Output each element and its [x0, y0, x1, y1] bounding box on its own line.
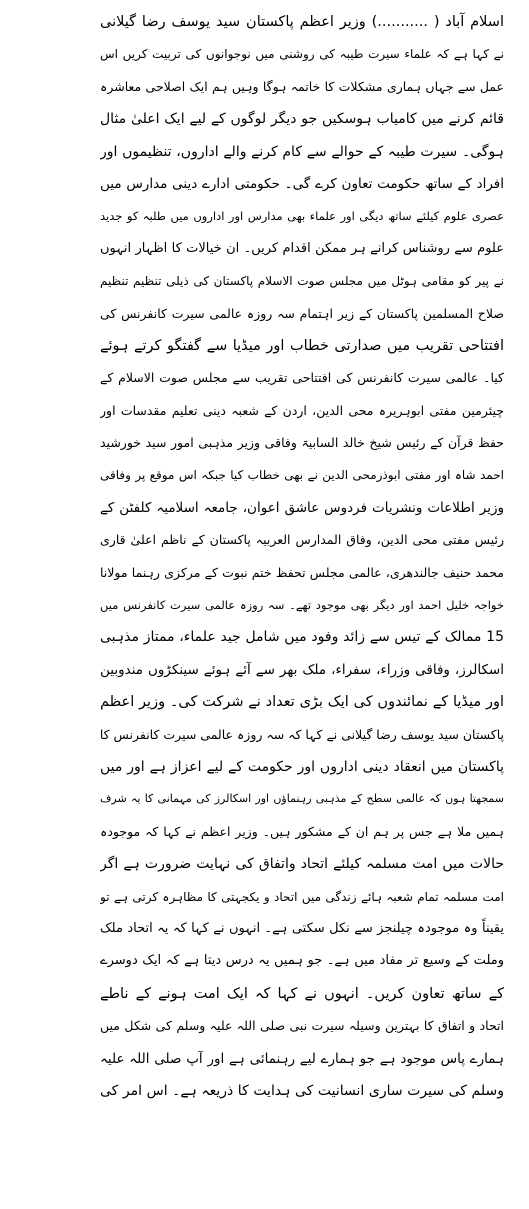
article-line: اسکالرز، وفاقی وزراء، سفراء، ملک بھر سے آئے ہوئے سینکڑوں مندوبین: [100, 661, 504, 678]
article-line: افتتاحی تقریب میں صدارتی خطاب اور میڈیا سے گفتگو کرتے ہوئے: [100, 337, 504, 354]
article-line: اور میڈیا کے نمائندوں کی ایک بڑی تعداد نے شرکت کی۔ وزیر اعظم: [100, 694, 504, 711]
article-line: اتحاد و اتفاق کا بہترین وسیلہ سیرت نبی صلی اللہ علیہ وسلم کی شکل میں: [100, 1018, 504, 1034]
article-line: عصری علوم کیلئے ساتھ دیگی اور علماء بھی مدارس اور اداروں میں طلبہ کو جدید: [100, 209, 504, 224]
article-line: ہوگی۔ سیرت طیبہ کے حوالے سے کام کرنے والے اداروں، تنظیموں اور: [100, 143, 504, 160]
article-line: پاکستان میں انعقاد دینی اداروں اور حکومت کے لیے اعزاز ہے اور میں: [100, 758, 504, 775]
article-line: علوم سے روشناس کرانے ہر ممکن اقدام کریں۔ ان خیالات کا اظہار انہوں: [100, 240, 504, 256]
article-line: نے کہا ہے کہ علماء سیرت طیبہ کی روشنی میں نوجوانوں کی تربیت کریں اس: [100, 47, 504, 62]
article-line: صلاح المسلمین پاکستان کے زیر اہتمام سہ روزہ عالمی سیرت کانفرنس کی: [100, 305, 504, 321]
article-line: وملت کے وسیع تر مفاد میں ہے۔ جو ہمیں یہ درس دیتا ہے کہ ایک دوسرے: [100, 953, 504, 969]
article-line: چیئرمین مفتی ابوہریرہ محی الدین، اردن کے شعبہ دینی تعلیم مقدسات اور: [100, 402, 504, 418]
article-line: قائم کرنے میں کامیاب ہوسکیں جو دیگر لوگوں کے لیے ایک اعلیٰ مثال: [100, 111, 504, 128]
article-line: کیا۔ عالمی سیرت کانفرنس کی افتتاحی تقریب سے مجلس صوت الاسلام کے: [100, 370, 504, 386]
article-line: حالات میں امت مسلمہ کیلئے اتحاد واتفاق کی نہایت ضرورت ہے اگر: [100, 856, 504, 873]
article-line: پاکستان سید یوسف رضا گیلانی نے کہا کہ سہ روزہ عالمی سیرت کانفرنس کا: [100, 726, 504, 742]
article-line: وزیر اطلاعات ونشریات فردوس عاشق اعوان، جامعہ اسلامیہ کلفٹن کے: [100, 499, 504, 516]
article-line: احمد شاہ اور مفتی ابوذرمحی الدین نے بھی خطاب کیا جبکہ اس موقع پر وفاقی: [100, 468, 504, 483]
article-line: رئیس مفتی محی الدین، وفاق المدارس العربیہ پاکستان کے ناظم اعلیٰ قاری: [100, 532, 504, 548]
article-line: محمد حنیف جالندھری، عالمی مجلس تحفظ ختم نبوت کے مرکزی رہنما مولانا: [100, 564, 504, 580]
article-line: یقیناً وہ موجودہ چیلنجز سے نکل سکتی ہے۔ انہوں نے کہا کہ یہ اتحاد ملک: [100, 920, 504, 936]
article-line: حفظ قرآن کے رئیس شیخ خالد السابیۃ وفاقی وزیر مذہبی امور سید خورشید: [100, 435, 504, 451]
article-line: ہمارے پاس موجود ہے جو ہمارے لیے رہنمائی ہے اور آپ صلی اللہ علیہ: [100, 1050, 504, 1067]
article-text-column: [100, 6, 504, 1107]
article-line: کے ساتھ تعاون کریں۔ انہوں نے کہا کہ ایک امت ہونے کے ناطے: [100, 985, 504, 1002]
article-line: ہمیں ملا ہے جس پر ہم ان کے مشکور ہیں۔ وزیر اعظم نے کہا کہ موجودہ: [100, 823, 504, 839]
article-line: اسلام آباد ( ...........) وزیر اعظم پاکستان سید یوسف رضا گیلانی: [100, 14, 504, 30]
article-line: خواجہ خلیل احمد اور دیگر بھی موجود تھے۔ سہ روزہ عالمی سیرت کانفرنس میں: [100, 598, 504, 613]
article-line: نے پیر کو مقامی ہوٹل میں مجلس صوت الاسلام پاکستان کی ذیلی تنظیم تنظیم: [100, 274, 504, 289]
article-line: سمجھتا ہوں کہ عالمی سطح کے مذہبی رہنماؤں اور اسکالرز کی مہمانی کا یہ شرف: [100, 792, 504, 806]
article-line: 15 ممالک کے تیس سے زائد وفود میں شامل جید علماء، ممتاز مذہبی: [100, 629, 504, 646]
article-line: افراد کے ساتھ حکومت تعاون کرے گی۔ حکومتی ادارے دینی مدارس میں: [100, 175, 504, 192]
article-line: عمل سے جہاں ہماری مشکلات کا خاتمہ ہوگا وہیں ہم ایک اصلاحی معاشرہ: [100, 78, 504, 94]
article-line: وسلم کی سیرت ساری انسانیت کی ہدایت کا ذریعہ ہے۔ اس امر کی: [100, 1082, 504, 1099]
article-line: امت مسلمہ تمام شعبہ ہائے زندگی میں اتحاد و یکجہتی کا مظاہرہ کرتی ہے تو: [100, 889, 504, 904]
